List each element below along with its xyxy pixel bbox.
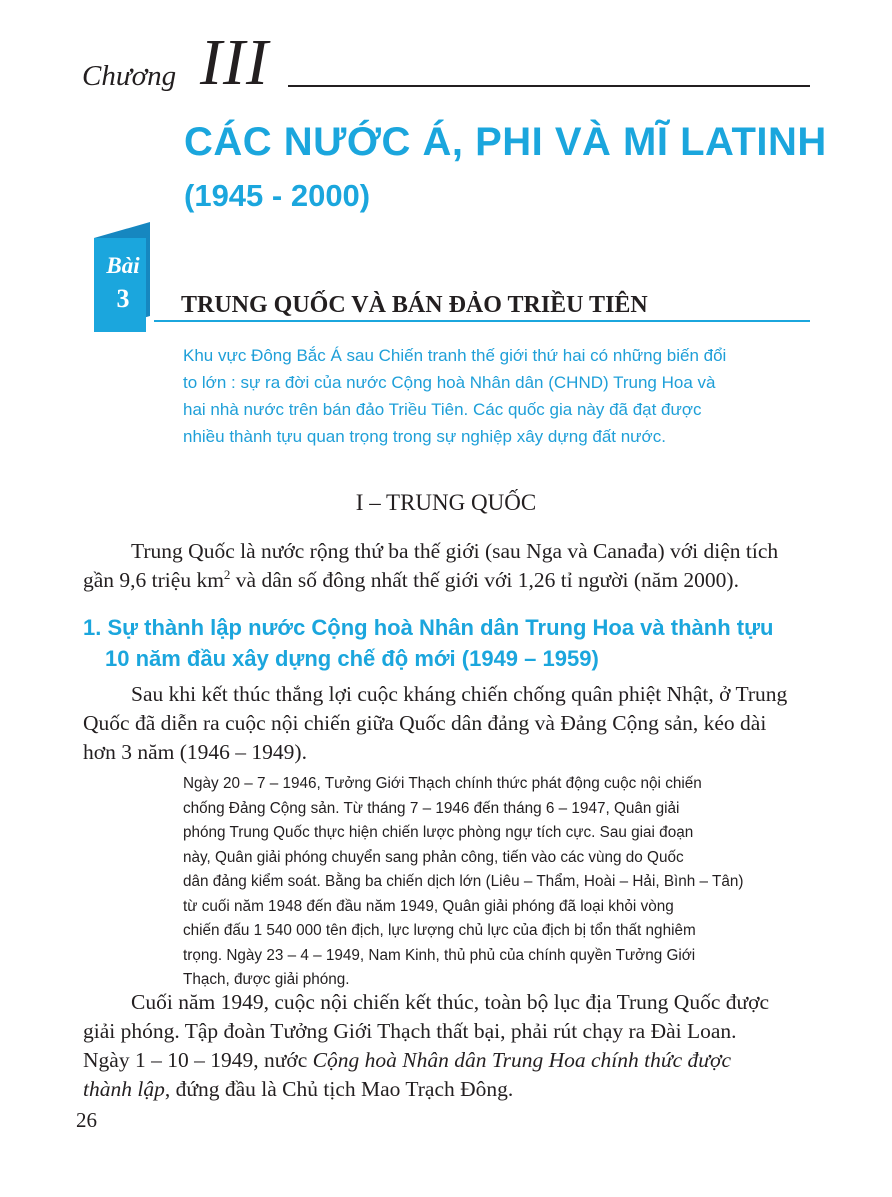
section-heading: I – TRUNG QUỐC: [355, 490, 537, 515]
page-number: 26: [76, 1108, 97, 1132]
intro-line: nhiều thành tựu quan trọng trong sự nghiệp xây dựng đất nước.: [183, 427, 666, 446]
text-run: và dân số đông nhất thế giới với 1,26 tỉ người (năm 2000).: [230, 568, 739, 592]
paragraph-civil-war: [83, 680, 813, 767]
note-line: phóng Trung Quốc thực hiện chiến lược phòng ngự tích cực. Sau giai đoạn: [183, 824, 694, 841]
note-line: Ngày 20 – 7 – 1946, Tưởng Giới Thạch chính thức phát động cuộc nội chiến: [183, 775, 702, 792]
text-run: , đứng đầu là Chủ tịch Mao Trạch Đông.: [164, 1077, 514, 1101]
note-line: Thạch, được giải phóng.: [183, 971, 350, 988]
lesson-word: Bài: [106, 253, 140, 278]
paragraph-line: hơn 3 năm (1946 – 1949).: [83, 740, 307, 764]
lesson-badge: [92, 222, 154, 332]
italic-text: thành lập: [83, 1077, 165, 1101]
lesson-title-rule: [154, 320, 810, 322]
superscript: 2: [223, 566, 231, 582]
note-line: dân đảng kiểm soát. Bằng ba chiến dịch lớn (Liêu – Thẩm, Hoài – Hải, Bình – Tân): [183, 873, 744, 890]
subheading-1: [83, 612, 823, 674]
paragraph-line: Trung Quốc là nước rộng thứ ba thế giới (sau Nga và Canađa) với diện tích: [131, 539, 779, 563]
paragraph-founding: [83, 988, 813, 1104]
intro-line: Khu vực Đông Bắc Á sau Chiến tranh thế giới thứ hai có những biến đổi: [183, 346, 727, 365]
note-line: chiến đấu 1 540 000 tên địch, lực lượng chủ lực của địch bị tổn thất nghiêm: [183, 922, 696, 939]
intro-line: to lớn : sự ra đời của nước Cộng hoà Nhân dân (CHND) Trung Hoa và: [183, 373, 716, 392]
paragraph-line: [83, 566, 813, 595]
paragraph-line: Sau khi kết thúc thắng lợi cuộc kháng chiến chống quân phiệt Nhật, ở Trung: [131, 682, 788, 706]
paragraph-line: [83, 1046, 813, 1075]
lesson-title: TRUNG QUỐC VÀ BÁN ĐẢO TRIỀU TIÊN: [181, 292, 648, 318]
paragraph-line: [83, 1075, 813, 1104]
subheading-line: 10 năm đầu xây dựng chế độ mới (1949 – 1959): [105, 646, 599, 671]
note-line: này, Quân giải phóng chuyển sang phản công, tiến vào các vùng do Quốc: [183, 848, 684, 866]
paragraph-geography: [83, 537, 813, 595]
paragraph-line: Cuối năm 1949, cuộc nội chiến kết thúc, toàn bộ lục địa Trung Quốc được: [131, 990, 770, 1014]
paragraph-line: Quốc đã diễn ra cuộc nội chiến giữa Quốc dân đảng và Đảng Cộng sản, kéo dài: [83, 711, 767, 735]
text-run: Ngày 1 – 10 – 1949, nước: [83, 1048, 313, 1072]
chapter-header: [82, 26, 810, 99]
lesson-number: 3: [116, 284, 130, 313]
note-line: trọng. Ngày 23 – 4 – 1949, Nam Kinh, thủ phủ của chính quyền Tưởng Giới: [183, 946, 696, 964]
note-line: từ cuối năm 1948 đến đầu năm 1949, Quân giải phóng đã loại khỏi vòng: [183, 897, 674, 915]
italic-text: Cộng hoà Nhân dân Trung Hoa chính thức được: [312, 1048, 731, 1072]
paragraph-line: giải phóng. Tập đoàn Tưởng Giới Thạch thất bại, phải rút chạy ra Đài Loan.: [83, 1019, 737, 1043]
subheading-line: 1. Sự thành lập nước Cộng hoà Nhân dân Trung Hoa và thành tựu: [83, 615, 774, 640]
note-block: [183, 772, 813, 993]
chapter-years: (1945 - 2000): [184, 178, 371, 213]
text-run: gần 9,6 triệu km: [83, 568, 224, 592]
lesson-intro: [183, 342, 813, 450]
chapter-number: III: [200, 26, 269, 99]
chapter-word: Chương: [82, 60, 177, 92]
note-line: chống Đảng Cộng sản. Từ tháng 7 – 1946 đến tháng 6 – 1947, Quân giải: [183, 799, 680, 817]
intro-line: hai nhà nước trên bán đảo Triều Tiên. Các quốc gia này đã đạt được: [183, 400, 702, 419]
chapter-title: CÁC NƯỚC Á, PHI VÀ MĨ LATINH: [184, 120, 827, 164]
chapter-rule: [288, 85, 810, 87]
